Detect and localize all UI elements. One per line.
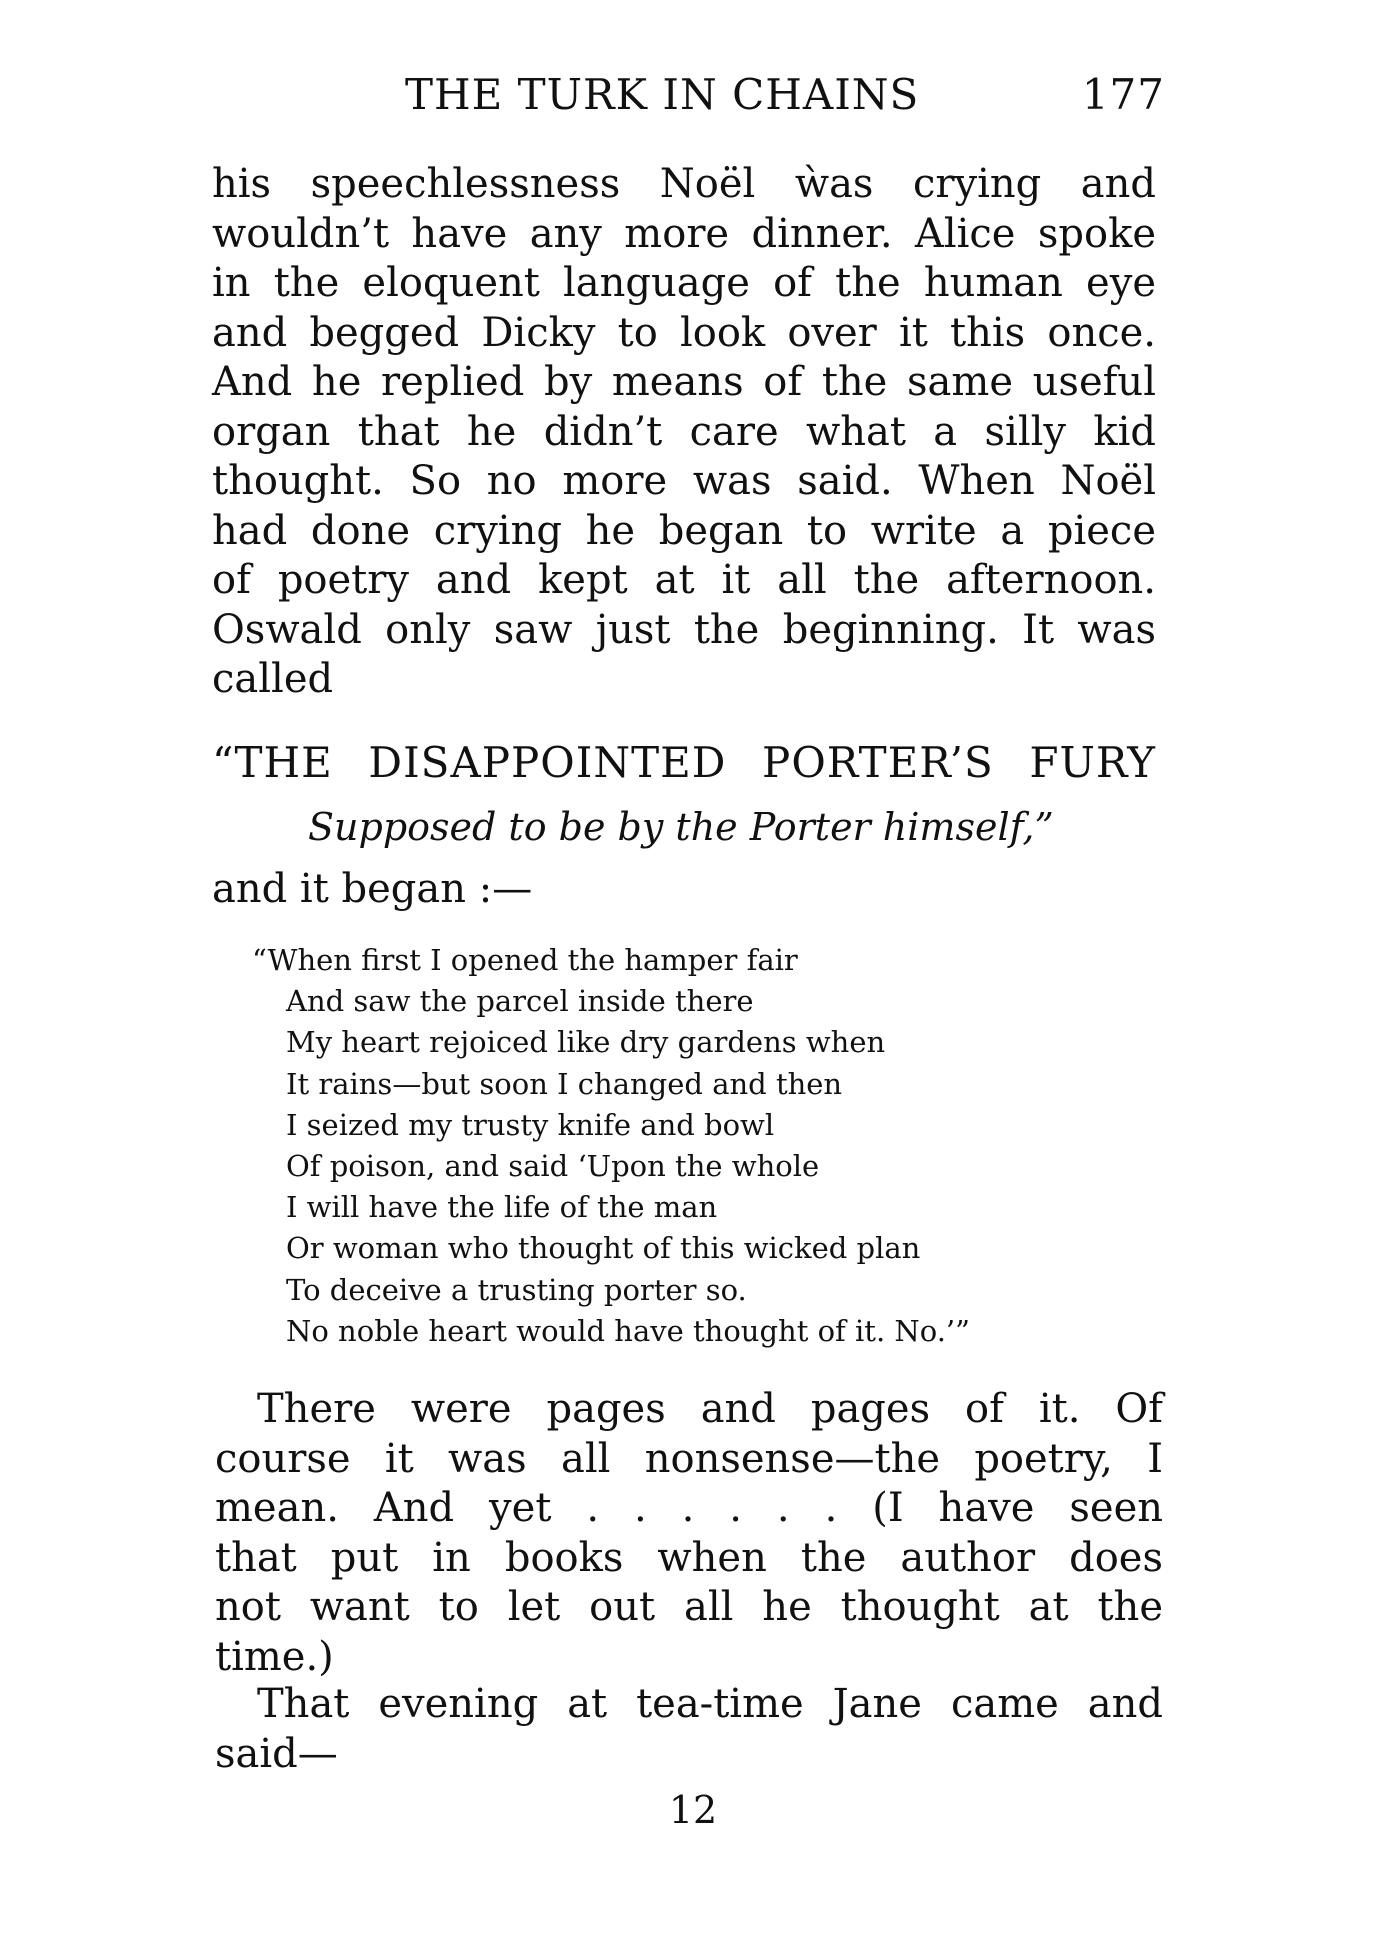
running-header <box>405 70 1165 126</box>
text-line: And he replied by means of the same useful <box>212 359 1156 405</box>
poem-heading: “THE DISAPPOINTED PORTER’S FURY <box>212 738 1156 787</box>
poem-line: “When first I opened the hamper fair <box>252 943 798 977</box>
text-line: in the eloquent language of the human eye <box>212 260 1156 306</box>
text-line: There were pages and pages of it. Of <box>257 1386 1163 1432</box>
poem-subheading: Supposed to be by the Porter himself,” <box>308 805 1054 849</box>
poem-line: Or woman who thought of this wicked plan <box>286 1231 921 1266</box>
text-line: wouldn’t have any more dinner. Alice spoke <box>212 210 1156 257</box>
poem-line: Of poison, and said ‘Upon the whole <box>286 1149 820 1184</box>
poem-line: My heart rejoiced like dry gardens when <box>286 1025 886 1060</box>
text-line: had done crying he began to write a piece <box>212 507 1156 554</box>
text-line: course it was all nonsense—the poetry, I <box>215 1435 1163 1482</box>
paragraph-1 <box>212 160 1156 705</box>
signature-mark: 12 <box>668 1788 718 1832</box>
poem-line: I will have the life of the man <box>286 1190 718 1225</box>
text-line: that put in books when the author does <box>215 1534 1163 1581</box>
poem-line: And saw the parcel inside there <box>286 984 754 1019</box>
text-line: That evening at tea-time Jane came and <box>257 1681 1163 1727</box>
text-line: mean. And yet . . . . . . (I have seen <box>215 1485 1163 1531</box>
poem-line: No noble heart would have thought of it. No.’” <box>286 1313 970 1348</box>
paragraph-2 <box>215 1385 1163 1682</box>
poem-line: I seized my trusty knife and bowl <box>286 1107 775 1142</box>
text-line: Oswald only saw just the beginning. It was <box>212 606 1156 653</box>
running-title: THE TURK IN CHAINS <box>405 70 920 119</box>
poem-block <box>252 940 970 1352</box>
text-line: organ that he didn’t care what a silly kid <box>212 408 1156 455</box>
text-line: of poetry and kept at it all the afternoon. <box>212 557 1156 603</box>
text-line: his speechlessness Noël ẁas crying and <box>212 161 1156 207</box>
paragraph-3 <box>215 1680 1163 1779</box>
text-line: said— <box>215 1730 338 1777</box>
page-number: 177 <box>1081 70 1165 119</box>
poem-lead-in: and it began :— <box>212 866 533 912</box>
poem-line: It rains—but soon I changed and then <box>286 1066 843 1101</box>
text-line: called <box>212 656 334 702</box>
text-line: thought. So no more was said. When Noël <box>212 458 1156 504</box>
text-line: time.) <box>215 1633 334 1680</box>
poem-line: To deceive a trusting porter so. <box>286 1272 747 1307</box>
text-line: and begged Dicky to look over it this once. <box>212 309 1156 356</box>
text-line: not want to let out all he thought at the <box>215 1584 1163 1630</box>
